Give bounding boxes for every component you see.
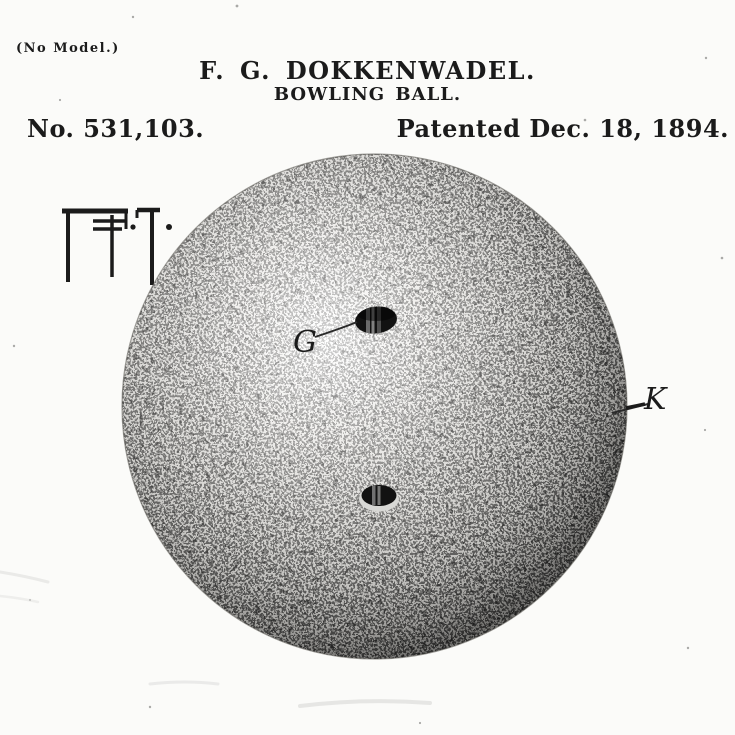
leader-dash-k [626,404,645,408]
bowling-ball [118,150,632,664]
no-model-note: (No Model.) [16,41,120,56]
patent-date: Patented Dec. 18, 1894. [396,114,729,143]
edge-notch-artifact [165,566,175,576]
label-k: K [644,382,667,417]
invention-title: BOWLING BALL. [273,84,462,105]
ball-rim-shadow [122,154,627,659]
fig-1-label [62,210,172,285]
inventor-name: F. G. DOKKENWADEL. [199,56,536,85]
label-g: G [293,325,317,360]
patent-number: No. 531,103. [27,114,205,143]
